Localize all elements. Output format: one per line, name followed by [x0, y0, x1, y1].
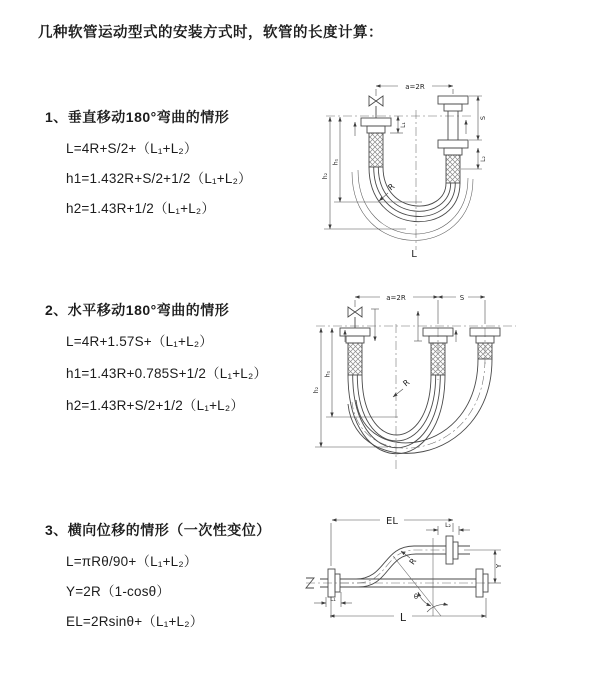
dim-label-s: S [459, 293, 465, 302]
section-1-heading: 1、垂直移动180°弯曲的情形 [45, 109, 230, 125]
dimension-a2r [355, 292, 438, 302]
displaced-hose-curves [348, 359, 492, 453]
dim-label-s: S [479, 115, 487, 121]
valve-icon [369, 96, 383, 118]
diagram-horizontal-180-bend [308, 284, 580, 474]
left-pipe-flange [340, 309, 379, 375]
lower-pipe [306, 569, 490, 597]
dimension-el [331, 513, 453, 566]
section-3-formula-el: EL=2Rsinθ+（L₁+L₂） [66, 614, 204, 629]
dimension-l [330, 597, 486, 624]
section-3-formula-l: L=πRθ/90+（L₁+L₂） [66, 554, 198, 569]
dimension-l1 [390, 116, 407, 133]
section-1-formula-l: L=4R+S/2+（L₁+L₂） [66, 141, 198, 156]
section-2-heading: 2、水平移动180°弯曲的情形 [45, 302, 230, 318]
dimension-l2 [461, 148, 487, 169]
page-title: 几种软管运动型式的安装方式时，软管的长度计算： [38, 25, 383, 41]
length-label: L [411, 249, 417, 260]
radius-label: R [407, 556, 419, 567]
section-3-heading: 3、横向位移的情形（一次性变位） [45, 522, 271, 538]
radius-label: R [386, 181, 397, 193]
left-pipe-flange [355, 118, 391, 167]
dim-label-a2r: a=2R [386, 293, 406, 302]
dim-label-h1: h₁ [332, 158, 340, 166]
valve-icon [348, 307, 362, 328]
hose-curves [348, 375, 445, 454]
length-label: L [399, 611, 407, 624]
upper-flange [446, 536, 501, 564]
hose-s-curve [340, 546, 446, 587]
dimension-a2r [376, 81, 453, 96]
radius-annotation [401, 551, 418, 566]
angle-annotation [393, 538, 448, 616]
dim-label-l2: L₂ [445, 522, 451, 529]
angle-label: θ [413, 593, 419, 601]
dim-label-h2: h₂ [313, 386, 320, 394]
right-pipe-flange [438, 96, 468, 183]
dim-label-l1: L₁ [330, 596, 336, 603]
dimension-l2 [426, 522, 470, 535]
section-2-formula-l: L=4R+1.57S+（L₁+L₂） [66, 334, 213, 349]
dimension-s [469, 96, 487, 140]
dim-label-el: EL [386, 516, 398, 527]
section-2-formula-h1: h1=1.43R+0.785S+1/2（L₁+L₂） [66, 366, 268, 381]
dim-label-y: Y [495, 563, 503, 569]
radius-label: R [401, 377, 412, 389]
dim-label-l2: L₂ [480, 156, 487, 162]
diagram-vertical-180-bend [310, 72, 570, 260]
dim-label-h2: h₂ [322, 172, 329, 180]
dimension-h2 [322, 117, 406, 229]
dim-label-l1: L₁ [400, 122, 407, 128]
middle-pipe-flange [414, 311, 456, 375]
section-1-formula-h1: h1=1.432R+S/2+1/2（L₁+L₂） [66, 171, 252, 186]
dimension-l1 [314, 592, 352, 607]
dim-label-h1: h₁ [324, 370, 332, 378]
section-2-formula-h2: h2=1.43R+S/2+1/2（L₁+L₂） [66, 398, 245, 413]
radius-annotation [379, 182, 397, 201]
diagram-lateral-displacement [298, 506, 595, 646]
dimension-y [488, 550, 503, 583]
dim-label-a2r: a=2R [405, 82, 425, 91]
section-1-formula-h2: h2=1.43R+1/2（L₁+L₂） [66, 201, 216, 216]
section-3-formula-y: Y=2R（1-cosθ） [66, 584, 171, 599]
